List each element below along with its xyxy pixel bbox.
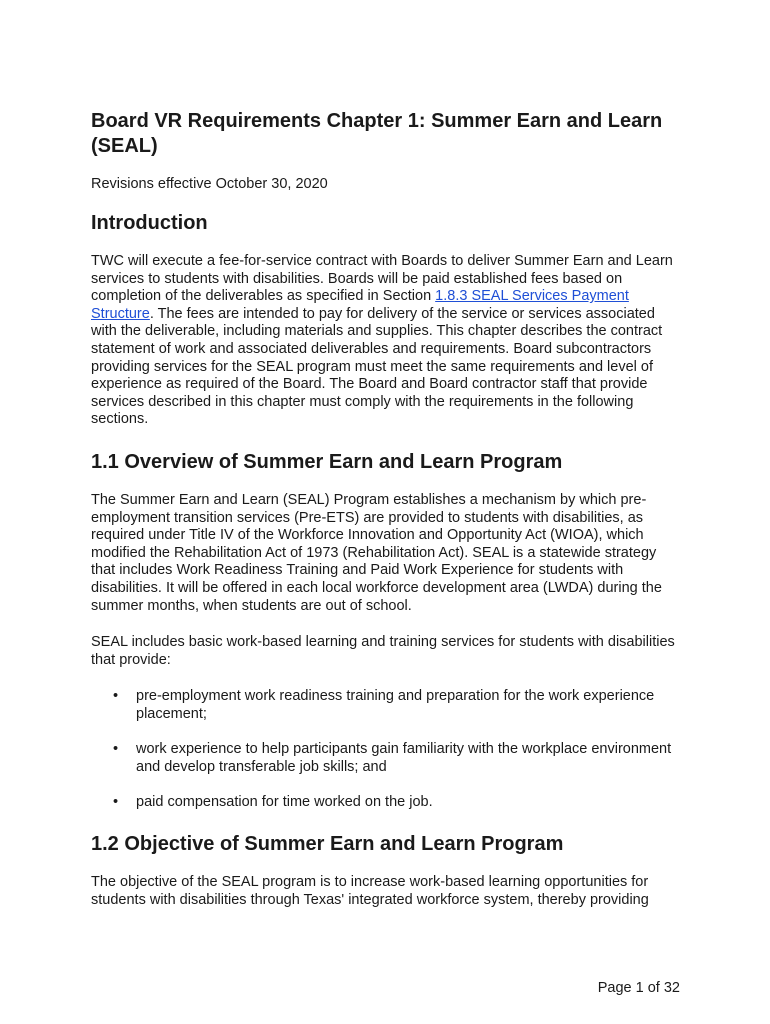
section-link-payment-structure[interactable]: 1.8.3 SEAL Services Payment Structure — [91, 288, 629, 322]
introduction-text-end: . The fees are intended to pay for delivery of the service or services associated with the deliverable, including materials and supplies. This chapter describes the contract statement of work and associated deliverables and requirements. Board subcontractors providing services for the SEAL program must meet the same requirements and level of experience as required of the Board. The Board and Board contractor staff that provide services described in this chapter must comply with the requirements in the following sections. — [91, 305, 663, 428]
overview-heading: 1.1 Overview of Summer Earn and Learn Program — [91, 451, 563, 473]
list-item — [91, 794, 683, 812]
page-number: Page 1 of 32 — [597, 980, 680, 996]
introduction-heading: Introduction — [91, 212, 208, 234]
services-bullet-list — [91, 688, 683, 812]
list-item-text: work experience to help participants gain familiarity with the workplace environment and develop transferable job skills; and — [136, 741, 672, 775]
introduction-text-start: TWC will execute a fee-for-service contract with Boards to deliver Summer Earn and Learn services to students with disabilities. Boards will be paid established fees based on completion of the deliverables as specified in Section — [91, 253, 673, 305]
bullet-icon: • — [113, 688, 119, 704]
bullet-icon: • — [113, 794, 119, 811]
document-page — [91, 0, 683, 1024]
list-item — [91, 688, 683, 723]
seal-includes-paragraph: SEAL includes basic work-based learning and training services for students with disabilities that provide: — [91, 634, 675, 668]
document-title: Board VR Requirements Chapter 1: Summer Earn and Learn (SEAL) — [91, 110, 663, 157]
objective-heading: 1.2 Objective of Summer Earn and Learn Program — [91, 833, 564, 855]
list-item-text: pre-employment work readiness training and preparation for the work experience placement; — [136, 688, 655, 722]
revision-date: Revisions effective October 30, 2020 — [91, 176, 328, 192]
introduction-paragraph — [91, 253, 683, 429]
list-item — [91, 741, 683, 776]
overview-paragraph: The Summer Earn and Learn (SEAL) Program establishes a mechanism by which pre-employment transition services (Pre-ETS) are provided to students with disabilities, as required under Title IV of the Workforce Innovation and Opportunity Act (WIOA), which modified the Rehabilitation Act of 1973 (Rehabilitation Act). SEAL is a statewide strategy that includes Work Readiness Training and Paid Work Experience for students with disabilities. It will be offered in each local workforce development area (LWDA) during the summer months, when students are out of school. — [91, 492, 662, 614]
list-item-text: paid compensation for time worked on the job. — [136, 794, 433, 811]
bullet-icon: • — [113, 741, 119, 758]
objective-paragraph: The objective of the SEAL program is to increase work-based learning opportunities for students with disabilities through Texas' integrated workforce system, thereby providing — [91, 874, 649, 908]
